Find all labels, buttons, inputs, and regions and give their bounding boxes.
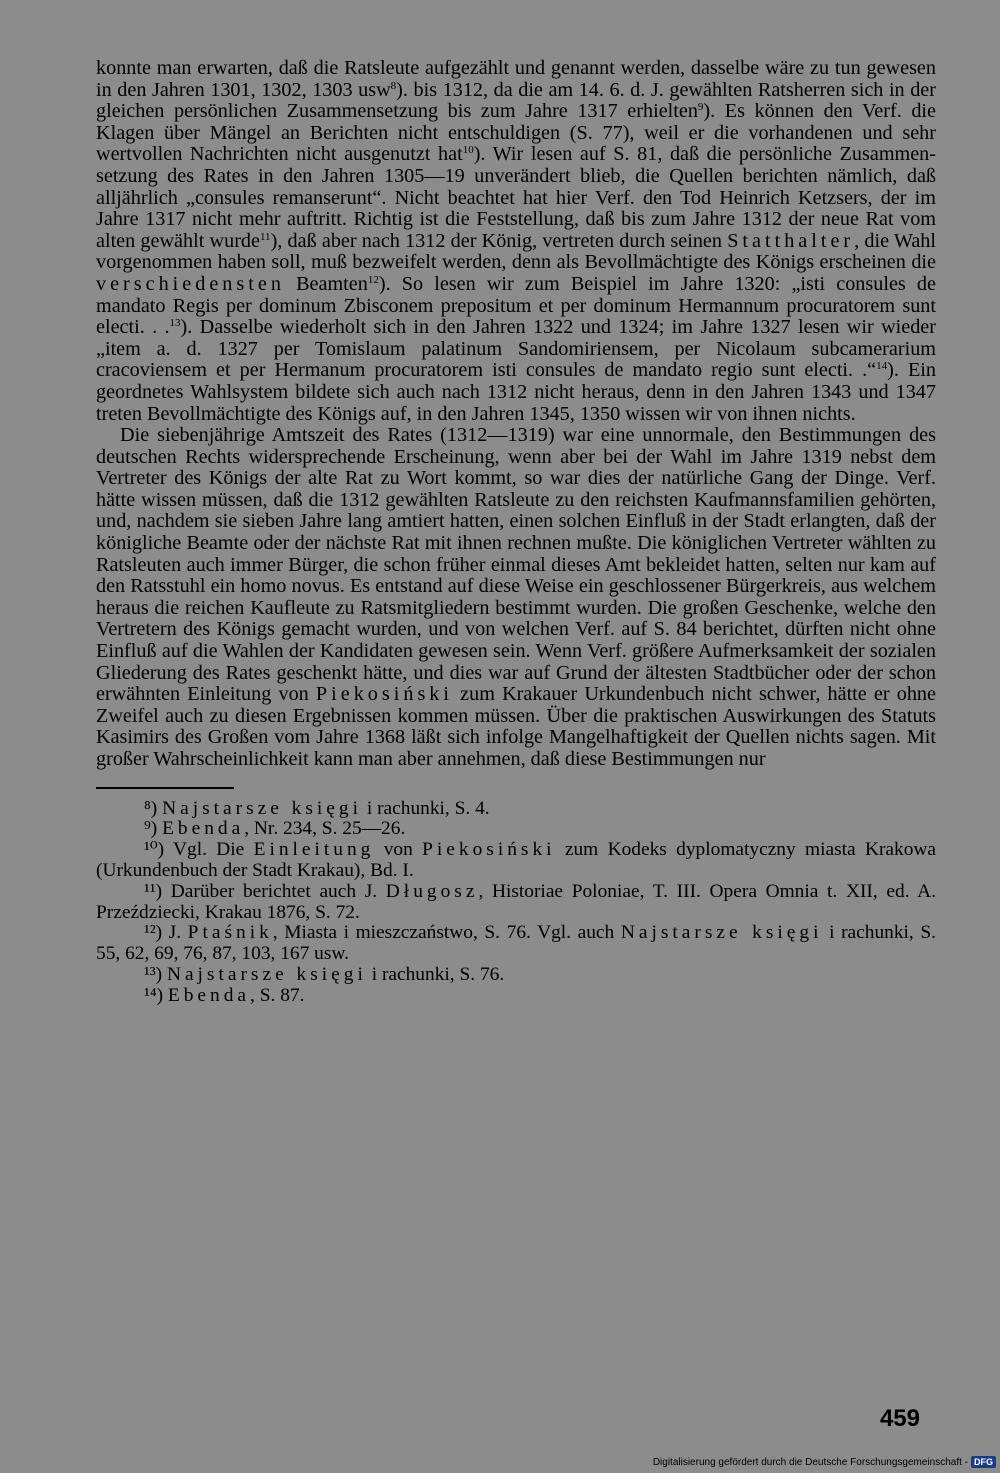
- paragraph-2: [96, 425, 936, 771]
- page-number: 459: [879, 1405, 920, 1432]
- text-run: ). Dasselbe wiederholt sich in den Jahren 1322 und 1324; im Jahre 1327 lesen wir wieder „item a. d. 1327 per Tomislaum palatinum Sandomiriensem, per Nicolaum subcamerarium cracoviensem et per Hermanum procuratorem isti consules de mandato regio sunt electi. .“: [96, 316, 936, 382]
- text-run: ¹⁴): [144, 984, 168, 1006]
- spaced-emphasis: Długosz: [385, 880, 479, 902]
- footnote-ref: 13: [169, 317, 181, 330]
- spaced-emphasis: Einleitung: [253, 839, 375, 861]
- text-run: zum Kodeks dyplomatyczny miasta Krakowa (Urkundenbuch der Stadt Krakau), Bd. I.: [96, 839, 937, 881]
- digitization-credit: [653, 1456, 996, 1468]
- footnote-ref: 14: [876, 360, 888, 373]
- text-run: ¹³): [144, 963, 167, 985]
- text-run: ⁸): [144, 797, 163, 819]
- text-run: von: [374, 839, 423, 861]
- text-run: , die Wahl vorgenommen haben soll, muß bezweifelt werden, denn als Bevollmächtigte des Königs erscheinen die: [96, 229, 936, 274]
- body-text: [96, 58, 936, 771]
- spaced-emphasis: Piekosiński: [422, 839, 556, 861]
- text-run: ). So lesen wir zum Beispiel im Jahre 1320: „isti consules de mandato Regis per dominum Zbisconem prepositum et per dominum Hermannum procuratorem sunt electi. . .: [96, 272, 936, 339]
- dfg-logo-icon: DFG: [971, 1456, 996, 1468]
- text-run: ¹²) J.: [144, 922, 188, 944]
- footnote-11: [96, 882, 936, 924]
- footnotes: [96, 799, 936, 1007]
- footnote-8: [96, 799, 936, 820]
- text-run: ¹⁰) Vgl. Die: [144, 839, 254, 861]
- spaced-emphasis: verschiedensten: [96, 272, 285, 295]
- spaced-emphasis: Najstarsze księgi: [620, 922, 823, 944]
- text-run: ). Ein geordnetes Wahlsystem bildete sich auch nach 1312 nicht heraus, denn in den Jahren 1343 und 1347 treten Bevollmächtigte des Königs auf, in den Jahren 1345, 1350 wissen wir von ihnen nichts.: [96, 359, 936, 425]
- text-run: ). Wir lesen auf S. 81, daß die persönliche Zusammensetzung des Rates in den Jahren 1305—19 unverändert blieb, die Quellen berichten nämlich, daß alljährlich „consules remanserunt“. Nicht beachtet hat hier Verf. den Tod Heinrich Ketzsers, der im Jahre 1317 nicht mehr auftritt. Richtig ist die Feststellung, daß bis zum Jahre 1312 der neue Rat vom alten gewählt wurde: [96, 143, 937, 252]
- text-run: , Nr. 234, S. 25—26.: [244, 818, 406, 840]
- text-run: ⁹): [144, 818, 163, 840]
- footnote-separator: [96, 787, 234, 789]
- text-run: ). bis 1312, da die am 14. 6. d. J. gewählten Ratsherren sich in der gleichen persönlichen Zusammensetzung bis zum Jahre 1317 erhielten: [96, 78, 936, 123]
- text-run: ). Es können den Verf. die Klagen über Mängel an Berichten nicht entschuldigen (S. 77), weil er die vorhandenen und sehr wertvollen Nachrichten nicht ausgenutzt hat: [96, 100, 936, 166]
- digitization-note: Digitalisierung gefördert durch die Deutsche Forschungsgemeinschaft -: [652, 1456, 968, 1468]
- spaced-emphasis: Ebenda: [162, 818, 245, 840]
- text-run: i rachunki, S. 55, 62, 69, 76, 87, 103, 167 usw.: [96, 922, 936, 965]
- page: [96, 58, 936, 1007]
- text-run: i rachunki, S. 76.: [366, 963, 505, 985]
- spaced-emphasis: Piekosiński: [315, 683, 454, 706]
- text-run: , Miasta i mieszczaństwo, S. 76. Vgl. auch: [272, 922, 621, 944]
- spaced-emphasis: Statthalter: [727, 229, 855, 252]
- text-run: ¹¹) Darüber berichtet auch J.: [144, 880, 386, 902]
- footnote-ref: 12: [367, 273, 379, 286]
- paragraph-1: [96, 58, 936, 425]
- text-run: , Historiae Poloniae, T. III. Opera Omnia t. XII, ed. A. Przeździecki, Krakau 1876, S. 72.: [96, 880, 936, 923]
- text-run: zum Krakauer Urkundenbuch nicht schwer, hätte er ohne Zweifel auch zu diesen Ergebnissen kommen müssen. Über die praktischen Auswirkungen des Statuts Kasimirs des Großen vom Jahre 1368 läßt sich infolge Mangelhaftigkeit der Quellen nichts sagen. Mit großer Wahrscheinlichkeit kann man aber annehmen, daß diese Bestimmungen nur: [96, 683, 936, 770]
- footnote-ref: 8: [390, 79, 397, 92]
- footnote-ref: 10: [462, 144, 474, 157]
- spaced-emphasis: Najstarsze księgi: [166, 963, 367, 985]
- text-run: i rachunki, S. 4.: [362, 797, 490, 819]
- text-run: Beamten: [284, 272, 368, 295]
- spaced-emphasis: Najstarsze księgi: [162, 797, 362, 819]
- footnote-ref: 11: [259, 230, 271, 243]
- footnote-10: [96, 840, 936, 882]
- spaced-emphasis: Ebenda: [167, 984, 251, 1006]
- footnote-ref: 9: [697, 101, 704, 114]
- footnote-9: [96, 819, 936, 840]
- text-run: konnte man erwarten, daß die Ratsleute aufgezählt und genannt werden, dasselbe wäre zu tun gewesen in den Jahren 1301, 1302, 1303 usw: [96, 57, 936, 101]
- footnote-12: [96, 923, 936, 965]
- text-run: Die siebenjährige Amtszeit des Rates (1312—1319) war eine unnormale, den Bestimmungen des deutschen Rechts widersprechende Erscheinung, wenn aber bei der Wahl im Jahre 1319 nebst dem Vertreter des Königs der alte Rat zu Wort kommt, so war dies der natürliche Gang der Dinge. Verf. hätte wissen müssen, daß die 1312 gewählten Ratsleute zu den reichsten Kaufmannsfamilien gehörten, und, nachdem sie sieben Jahre lang amtiert hatten, einen solchen Einfluß in der Stadt erlangten, daß der königliche Beamte oder der nächste Rat mit ihnen rechnen mußte. Die königlichen Vertreter wählten zu Ratsleuten auch immer Bürger, die schon früher einmal dieses Amt bekleidet hatten, selten nur kam auf den Ratsstuhl ein homo novus. Es entstand auf diese Weise ein geschlossener Bürgerkreis, aus welchem heraus die reichen Kaufleute zu Ratsmitgliedern bestimmt wurden. Die großen Geschenke, welche den Vertretern des Königs gemacht wurden, und von welchen Verf. auf S. 84 berichtet, dürften nicht ohne Einfluß auf die Wahlen der Kandidaten gewesen sein. Wenn Verf. größere Aufmerksamkeit der sozialen Gliederung des Rates geschenkt hätte, und dies war auf Grund der ältesten Stadtbücher oder der schon erwähnten Einleitung von: [96, 424, 936, 706]
- text-run: , S. 87.: [250, 984, 305, 1006]
- spaced-emphasis: Ptaśnik: [187, 922, 273, 944]
- footnote-13: [96, 965, 936, 986]
- text-run: ), daß aber nach 1312 der König, vertreten durch seinen: [270, 229, 728, 252]
- footnote-14: [96, 986, 936, 1007]
